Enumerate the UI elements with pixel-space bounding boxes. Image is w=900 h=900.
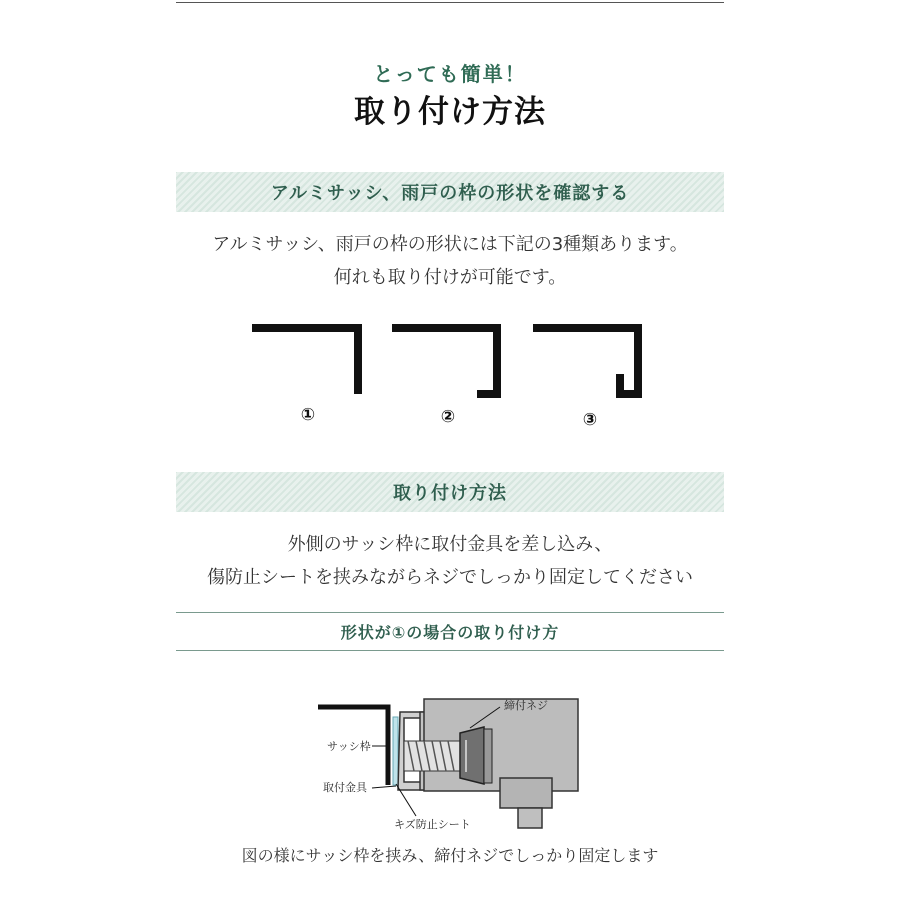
installation-description (0, 528, 900, 594)
label-tightening-screw: 締付ネジ (504, 699, 548, 712)
frame-shape-3-label: ③ (582, 410, 598, 430)
eyebrow-text: とっても簡単！ (373, 62, 527, 86)
device-lower-block (500, 778, 552, 808)
frame-shape-1-label: ① (300, 405, 316, 425)
frame-shape-line-1: アルミサッシ、雨戸の枠の形状には下記の3種類あります。 (212, 234, 688, 255)
tightening-screw-knob (460, 727, 484, 784)
section-band-frame-shape: アルミサッシ、雨戸の枠の形状を確認する (176, 172, 724, 212)
subsection-top-divider (176, 612, 724, 613)
device-foot (518, 808, 542, 828)
label-mounting-bracket: 取付金具 (323, 781, 367, 794)
page-title: 取り付け方法 (354, 94, 546, 130)
section-band-installation: 取り付け方法 (176, 472, 724, 512)
installation-diagram (318, 698, 578, 831)
subsection-title: 形状が①の場合の取り付け方 (340, 623, 560, 642)
installation-line-2: 傷防止シートを挟みながらネジでしっかり固定してください (207, 567, 693, 588)
diagram-caption: 図の様にサッシ枠を挟み、締付ネジでしっかり固定します (241, 846, 659, 865)
screw-knob-cap (484, 729, 492, 783)
frame-shape-line-2: 何れも取り付けが可能です。 (333, 267, 567, 288)
installation-line-1: 外側のサッシ枠に取付金具を差し込み、 (287, 534, 613, 555)
frame-shape-2-label: ② (440, 407, 456, 427)
frame-shape-1 (252, 328, 358, 425)
frame-shape-2 (392, 328, 497, 427)
subsection-bottom-divider (176, 650, 724, 651)
label-sash-frame: サッシ枠 (327, 740, 371, 753)
label-protective-sheet: キズ防止シート (394, 818, 471, 831)
frame-shape-3 (533, 328, 638, 430)
protective-sheet (393, 717, 398, 785)
